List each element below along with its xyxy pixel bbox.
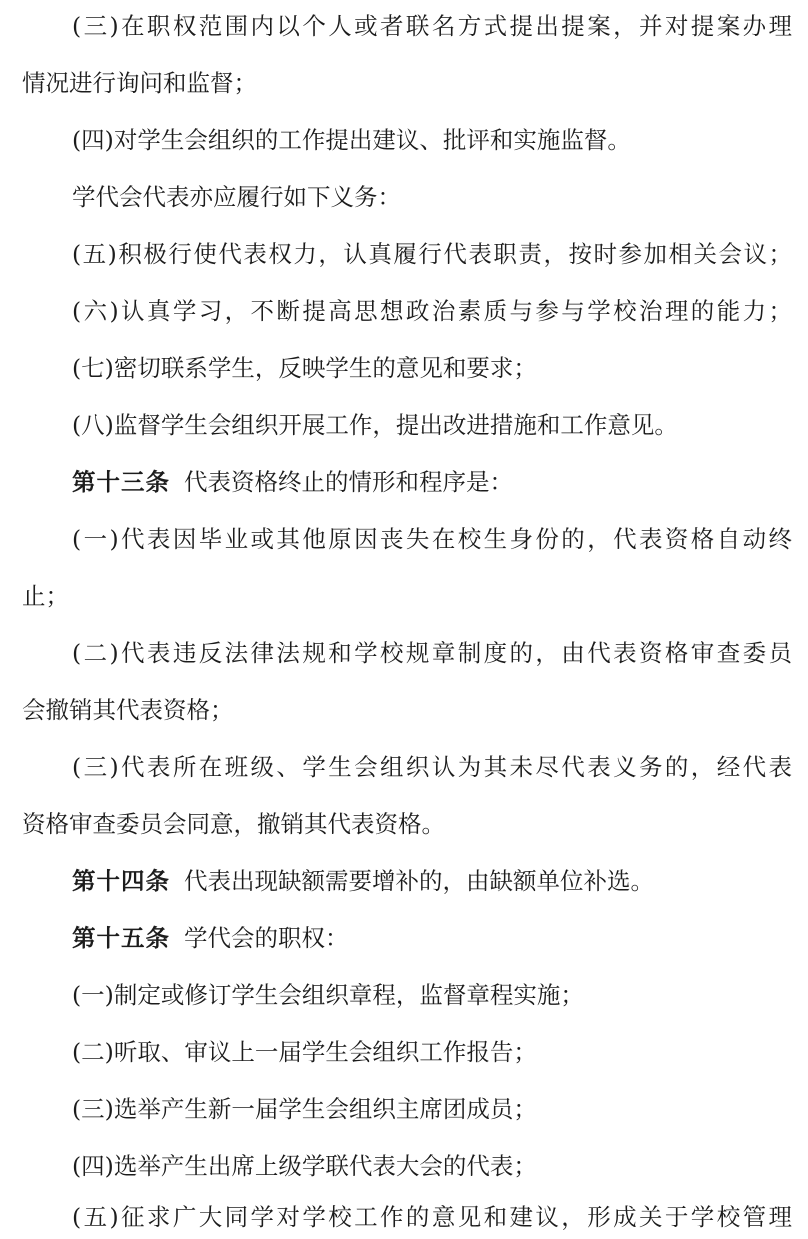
text-line: (七)密切联系学生，反映学生的意见和要求；	[72, 354, 537, 382]
text-line: (三)在职权范围内以个人或者联名方式提出提案，并对提案办理	[72, 12, 792, 40]
text-line: 学代会代表亦应履行如下义务：	[72, 183, 401, 211]
text-line: (二)听取、审议上一届学生会组织工作报告；	[72, 1038, 537, 1066]
text-line: (八)监督学生会组织开展工作，提出改进措施和工作意见。	[72, 411, 678, 439]
article-13-line	[72, 462, 792, 502]
article-text: 代表出现缺额需要增补的，由缺额单位补选。	[184, 867, 654, 895]
text-line: 止；	[22, 582, 69, 610]
text-line: (四)对学生会组织的工作提出建议、批评和实施监督。	[72, 126, 631, 154]
text-line: (四)选举产生出席上级学联代表大会的代表；	[72, 1152, 537, 1180]
article-text: 代表资格终止的情形和程序是：	[184, 468, 513, 496]
article-text: 学代会的职权：	[184, 924, 349, 952]
article-15-line	[72, 918, 792, 958]
text-line: (六)认真学习，不断提高思想政治素质与参与学校治理的能力；	[72, 297, 792, 325]
article-heading: 第十四条	[72, 867, 170, 895]
article-heading: 第十五条	[72, 924, 170, 952]
text-line: (三)代表所在班级、学生会组织认为其未尽代表义务的，经代表	[72, 753, 792, 781]
text-line: (一)制定或修订学生会组织章程，监督章程实施；	[72, 981, 584, 1009]
text-line: (五)积极行使代表权力，认真履行代表职责，按时参加相关会议；	[72, 240, 792, 268]
text-line: (二)代表违反法律法规和学校规章制度的，由代表资格审查委员	[72, 639, 792, 667]
article-heading: 第十三条	[72, 468, 170, 496]
text-line: 会撤销其代表资格；	[22, 696, 234, 724]
text-line: (一)代表因毕业或其他原因丧失在校生身份的，代表资格自动终	[72, 525, 792, 553]
text-line: 资格审查委员会同意，撤销其代表资格。	[22, 810, 445, 838]
article-14-line	[72, 861, 792, 901]
text-line: (五)征求广大同学对学校工作的意见和建议，形成关于学校管理	[72, 1203, 792, 1231]
text-line: (三)选举产生新一届学生会组织主席团成员；	[72, 1095, 537, 1123]
text-line: 情况进行询问和监督；	[22, 69, 257, 97]
